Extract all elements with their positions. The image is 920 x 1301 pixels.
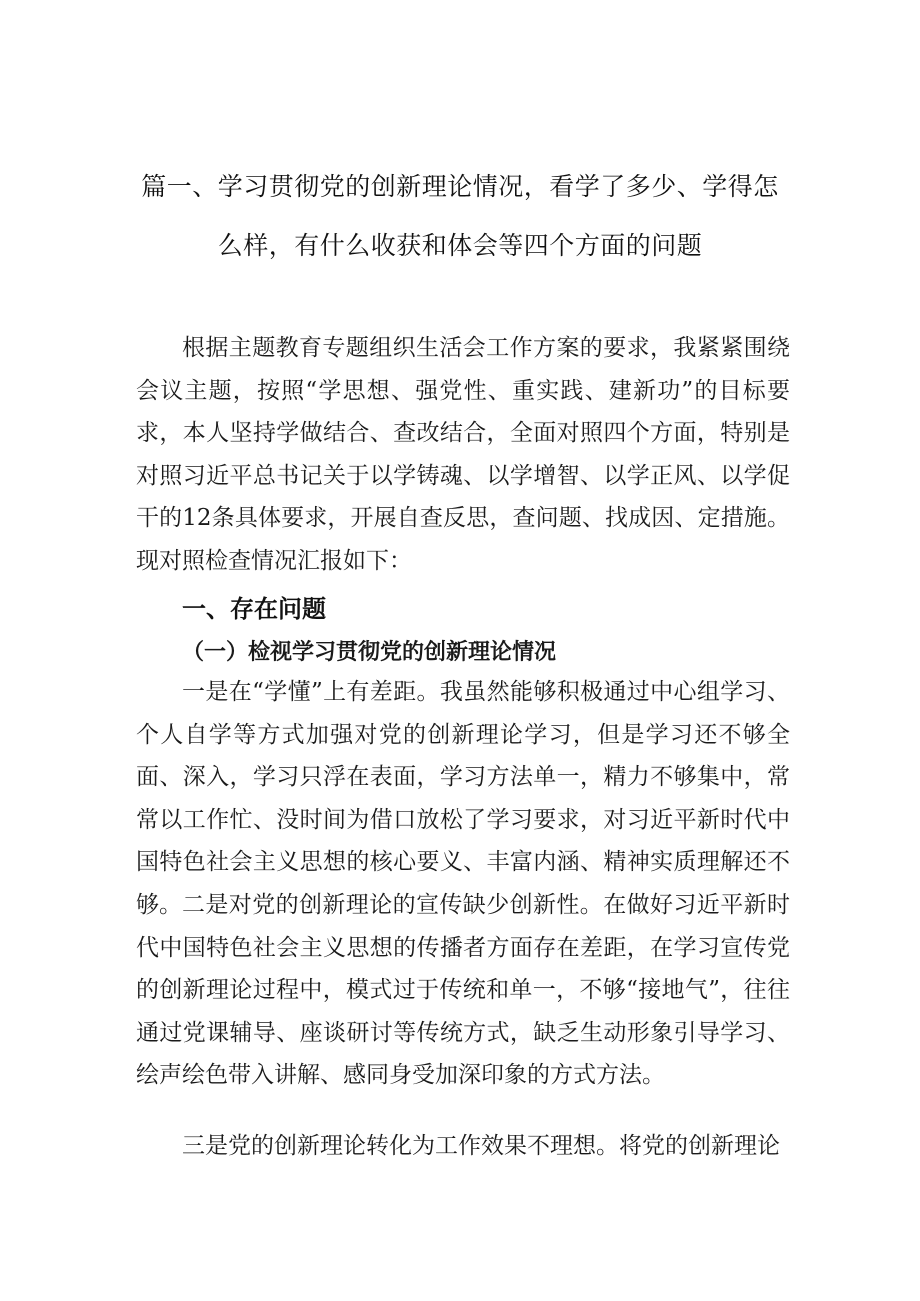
subsection-heading-theory-study: （一）检视学习贯彻党的创新理论情况 — [182, 639, 557, 665]
problem-paragraph-2: 二是对党的创新理论的宣传缺少创新性。在做好习近平新时代中国特色社会主义思想的传播者方面存在差距，在学习宣传党的创新理论过程中，模式过于传统和单一，不够“接地气”，往往通过党课辅导、座谈研讨等传统方式，缺乏生动形象引导学习、绘声绘色带入讲解、感同身受加深印象的方式方法。 — [136, 892, 790, 1089]
problem-paragraph-1: 一是在“学懂”上有差距。我虽然能够积极通过中心组学习、个人自学等方式加强对党的创新理论学习，但是学习还不够全面、深入，学习只浮在表面，学习方法单一，精力不够集中，常常以工作忙、没时间为借口放松了学习要求，对习近平新时代中国特色社会主义思想的核心要义、丰富内涵、精神实质理解还不够。 — [136, 679, 790, 918]
intro-paragraph: 根据主题教育专题组织生活会工作方案的要求，我紧紧围绕会议主题，按照“学思想、强党性、重实践、建新功”的目标要求，本人坚持学做结合、查改结合，全面对照四个方面，特别是对照习近平总书记关于以学铸魂、以学增智、以学正风、以学促干的12条具体要求，开展自查反思，查问题、找成因、定措施。现对照检查情况汇报如下： — [136, 335, 790, 574]
document-title-line-2: 么样，有什么收获和体会等四个方面的问题 — [217, 231, 703, 260]
problem-paragraph-3: 三是党的创新理论转化为工作效果不理想。将党的创新理论 — [182, 1133, 780, 1159]
section-heading-existing-problems: 一、存在问题 — [182, 595, 326, 623]
document-title-line-1: 篇一、学习贯彻党的创新理论情况，看学了多少、学得怎 — [141, 172, 779, 201]
